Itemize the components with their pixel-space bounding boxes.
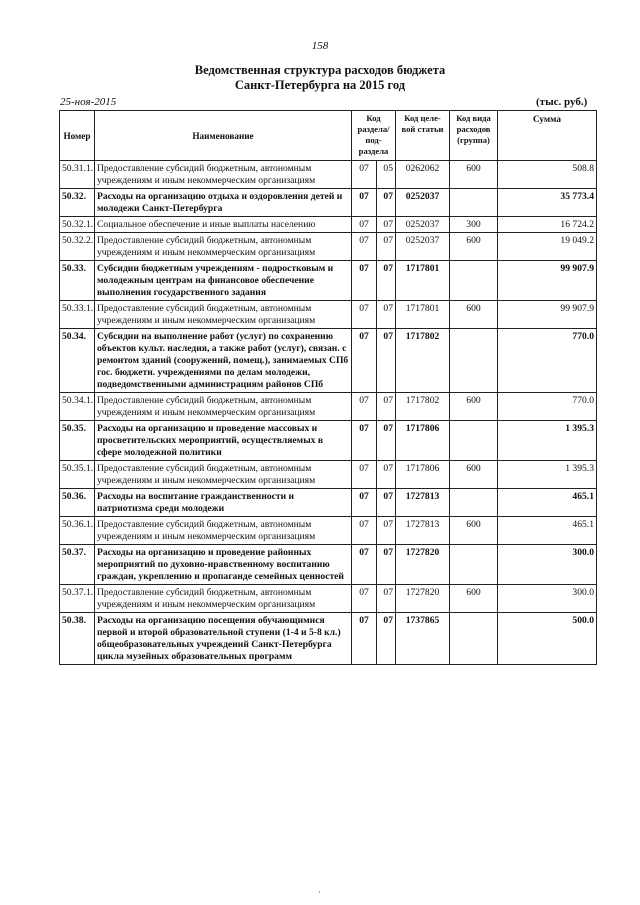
row-target-code: 0252037: [396, 217, 450, 233]
row-subsection: 07: [377, 585, 396, 613]
row-target-code: 1727813: [396, 489, 450, 517]
row-name: Расходы на организацию и проведение районных мероприятий по духовно-нравственному воспитанию граждан, укреплению и пропаганде семейных ценностей: [95, 545, 352, 585]
row-expense-type: 300: [450, 217, 498, 233]
row-name: Предоставление субсидий бюджетным, автономным учреждениям и иным некоммерческим организациям: [95, 461, 352, 489]
page-number: 158: [311, 40, 329, 52]
row-target-code: 1717802: [396, 393, 450, 421]
table-body: [60, 161, 597, 665]
row-amount: 99 907.9: [498, 301, 597, 329]
row-section: 07: [352, 585, 377, 613]
table-row: [60, 329, 597, 393]
title-line-1: Ведомственная структура расходов бюджета: [194, 63, 446, 77]
row-expense-type: [450, 613, 498, 665]
row-section: 07: [352, 233, 377, 261]
row-section: 07: [352, 261, 377, 301]
row-number: 50.34.1.: [60, 393, 95, 421]
row-amount: 465.1: [498, 489, 597, 517]
row-number: 50.32.: [60, 189, 95, 217]
header-target: Код целе- вой статьи: [396, 111, 450, 161]
header-amount: Сумма: [498, 111, 597, 161]
table-row: [60, 189, 597, 217]
row-section: 07: [352, 329, 377, 393]
row-name: Субсидии на выполнение работ (услуг) по сохранению объектов культ. наследия, а также работ (услуг), связан. с ремонтом зданий (сооружений, помещ.), занимаемых СПб гос. бюджетн. учреждениями по делам молодежи, подведомственными администрациям районов СПб: [95, 329, 352, 393]
row-expense-type: 600: [450, 585, 498, 613]
row-amount: 300.0: [498, 545, 597, 585]
row-section: 07: [352, 421, 377, 461]
row-subsection: 07: [377, 613, 396, 665]
row-subsection: 07: [377, 261, 396, 301]
row-expense-type: 600: [450, 233, 498, 261]
row-amount: 770.0: [498, 393, 597, 421]
row-name: Социальное обеспечение и иные выплаты населению: [95, 217, 352, 233]
row-number: 50.34.: [60, 329, 95, 393]
row-subsection: 07: [377, 517, 396, 545]
table-row: [60, 517, 597, 545]
row-subsection: 07: [377, 393, 396, 421]
row-expense-type: 600: [450, 301, 498, 329]
row-target-code: 1717802: [396, 329, 450, 393]
header-expense-type: Код вида расходов (группа): [450, 111, 498, 161]
row-amount: 770.0: [498, 329, 597, 393]
row-name: Расходы на организацию отдыха и оздоровления детей и молодежи Санкт-Петербурга: [95, 189, 352, 217]
row-target-code: 1727813: [396, 517, 450, 545]
row-number: 50.37.1.: [60, 585, 95, 613]
row-number: 50.36.1.: [60, 517, 95, 545]
row-expense-type: 600: [450, 461, 498, 489]
row-number: 50.36.: [60, 489, 95, 517]
row-amount: 35 773.4: [498, 189, 597, 217]
row-subsection: 07: [377, 301, 396, 329]
row-expense-type: [450, 545, 498, 585]
row-target-code: 1717806: [396, 421, 450, 461]
table-row: [60, 217, 597, 233]
row-number: 50.35.1.: [60, 461, 95, 489]
footer-mark: ·: [318, 888, 321, 897]
row-section: 07: [352, 517, 377, 545]
row-name: Предоставление субсидий бюджетным, автономным учреждениям и иным некоммерческим организациям: [95, 517, 352, 545]
row-amount: 500.0: [498, 613, 597, 665]
row-amount: 465.1: [498, 517, 597, 545]
row-number: 50.33.1.: [60, 301, 95, 329]
row-number: 50.35.: [60, 421, 95, 461]
row-expense-type: [450, 189, 498, 217]
row-section: 07: [352, 613, 377, 665]
row-target-code: 0262062: [396, 161, 450, 189]
row-section: 07: [352, 545, 377, 585]
row-subsection: 07: [377, 233, 396, 261]
row-number: 50.31.1.: [60, 161, 95, 189]
row-target-code: 0252037: [396, 233, 450, 261]
row-amount: 300.0: [498, 585, 597, 613]
table-row: [60, 585, 597, 613]
row-target-code: 0252037: [396, 189, 450, 217]
table-row: [60, 393, 597, 421]
row-expense-type: [450, 421, 498, 461]
document-title: [0, 63, 640, 93]
row-expense-type: [450, 489, 498, 517]
table-row: [60, 613, 597, 665]
row-name: Предоставление субсидий бюджетным, автономным учреждениям и иным некоммерческим организациям: [95, 301, 352, 329]
row-section: 07: [352, 461, 377, 489]
row-expense-type: [450, 261, 498, 301]
row-expense-type: 600: [450, 161, 498, 189]
row-name: Предоставление субсидий бюджетным, автономным учреждениям и иным некоммерческим организациям: [95, 585, 352, 613]
row-subsection: 07: [377, 545, 396, 585]
row-section: 07: [352, 161, 377, 189]
row-name: Расходы на организацию и проведение массовых и просветительских мероприятий, осуществляемых в сфере молодежной политики: [95, 421, 352, 461]
table-row: [60, 545, 597, 585]
title-line-2: Санкт-Петербурга на 2015 год: [234, 78, 406, 92]
row-number: 50.38.: [60, 613, 95, 665]
row-subsection: 05: [377, 161, 396, 189]
row-expense-type: 600: [450, 517, 498, 545]
row-target-code: 1717806: [396, 461, 450, 489]
row-subsection: 07: [377, 489, 396, 517]
row-number: 50.32.1.: [60, 217, 95, 233]
table-row: [60, 421, 597, 461]
row-subsection: 07: [377, 461, 396, 489]
row-amount: 1 395.3: [498, 461, 597, 489]
row-target-code: 1717801: [396, 261, 450, 301]
row-section: 07: [352, 393, 377, 421]
header-section: Код раздела/ под- раздела: [352, 111, 396, 161]
row-amount: 19 049.2: [498, 233, 597, 261]
row-name: Расходы на организацию посещения обучающимися первой и второй образовательной ступени (1-4 и 5-8 кл.) общеобразовательных учреждений Санкт-Петербурга цикла музейных образовательных программ: [95, 613, 352, 665]
row-target-code: 1717801: [396, 301, 450, 329]
document-date: 25-ноя-2015: [60, 96, 117, 108]
row-name: Субсидии бюджетным учреждениям - подростковым и молодежным центрам на финансовое обеспечение выполнения государственного задания: [95, 261, 352, 301]
row-amount: 508.8: [498, 161, 597, 189]
budget-table: [59, 110, 597, 665]
row-amount: 99 907.9: [498, 261, 597, 301]
row-number: 50.37.: [60, 545, 95, 585]
row-expense-type: [450, 329, 498, 393]
row-name: Предоставление субсидий бюджетным, автономным учреждениям и иным некоммерческим организациям: [95, 161, 352, 189]
row-section: 07: [352, 301, 377, 329]
row-number: 50.33.: [60, 261, 95, 301]
row-target-code: 1737865: [396, 613, 450, 665]
table-row: [60, 489, 597, 517]
row-name: Предоставление субсидий бюджетным, автономным учреждениям и иным некоммерческим организациям: [95, 233, 352, 261]
table-row: [60, 161, 597, 189]
table-row: [60, 301, 597, 329]
row-number: 50.32.2.: [60, 233, 95, 261]
row-section: 07: [352, 189, 377, 217]
table-row: [60, 261, 597, 301]
row-section: 07: [352, 217, 377, 233]
row-subsection: 07: [377, 421, 396, 461]
header-number: Номер: [60, 111, 95, 161]
row-subsection: 07: [377, 329, 396, 393]
row-amount: 1 395.3: [498, 421, 597, 461]
row-target-code: 1727820: [396, 585, 450, 613]
row-amount: 16 724.2: [498, 217, 597, 233]
units-label: (тыс. руб.): [536, 96, 588, 108]
table-row: [60, 233, 597, 261]
table-header-row: [60, 111, 597, 161]
row-subsection: 07: [377, 189, 396, 217]
row-name: Предоставление субсидий бюджетным, автономным учреждениям и иным некоммерческим организациям: [95, 393, 352, 421]
row-subsection: 07: [377, 217, 396, 233]
row-target-code: 1727820: [396, 545, 450, 585]
row-name: Расходы на воспитание гражданственности и патриотизма среди молодежи: [95, 489, 352, 517]
row-section: 07: [352, 489, 377, 517]
row-expense-type: 600: [450, 393, 498, 421]
table-row: [60, 461, 597, 489]
header-name: Наименование: [95, 111, 352, 161]
